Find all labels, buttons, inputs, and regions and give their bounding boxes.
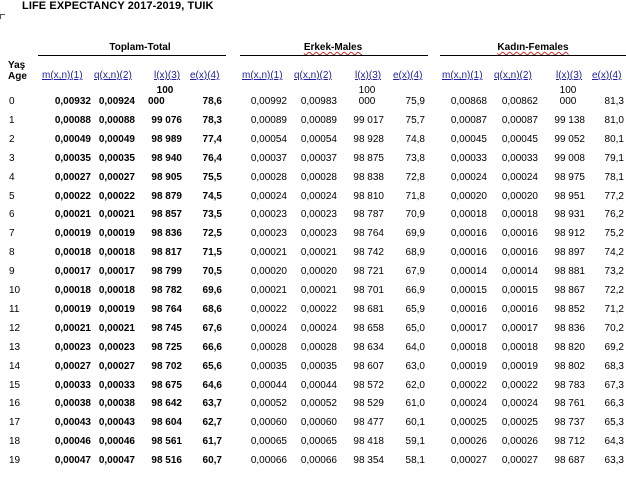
age-cell: 0 [9,96,15,107]
table-cell: 59,1 [405,436,425,448]
table-cell: 0,00018 [501,341,538,353]
table-cell: 0,00027 [54,360,91,372]
table-cell: 81,3 [604,96,624,107]
table-cell: 73,8 [405,152,425,164]
table-cell: 0,00018 [54,285,91,296]
table-cell: 99 076 [151,114,182,126]
table-cell: 0,00038 [54,398,91,410]
table-cell: 0,00060 [300,417,337,429]
age-cell: 13 [9,341,21,353]
table-cell: 0,00027 [54,171,91,183]
table-cell: 77,2 [604,190,624,202]
table-cell: 70,5 [202,266,222,278]
table-cell: 98 354 [353,455,384,467]
table-cell: 98 675 [151,379,182,391]
table-cell: 69,2 [604,341,624,353]
table-cell: 69,9 [405,228,425,240]
table-cell: 76,2 [604,209,624,221]
table-cell: 60,7 [202,455,222,467]
col-header-e: e(x)(4) [393,70,423,81]
table-cell: 0,00022 [450,379,487,391]
table-cell: 98 897 [554,247,585,259]
table-cell: 0,00052 [300,398,337,410]
table-cell: 98 529 [353,398,384,410]
table-cell: 0,00022 [98,190,135,202]
table-cell: 0,00022 [300,303,337,315]
table-cell: 98 607 [353,360,384,372]
table-cell: 0,00065 [300,436,337,448]
col-header-m: m(x,n)(1) [242,70,283,81]
table-cell: 98 802 [554,360,585,372]
table-cell: 98 681 [353,303,384,315]
table-cell: 0,00016 [450,247,487,259]
age-cell: 11 [9,303,20,315]
table-cell: 98 820 [554,341,585,353]
table-cell: 58,1 [405,455,425,467]
table-cell: 0,00021 [98,322,135,334]
table-cell: 98 852 [554,303,585,315]
table-cell: 0,00052 [250,398,287,410]
table-cell: 98 928 [353,133,384,145]
table-cell: 76,4 [202,152,222,164]
table-cell: 74,5 [202,190,222,202]
table-cell: 0,00035 [250,360,287,372]
table-cell: 0,00065 [250,436,287,448]
group-header-males: Erkek-Males [303,42,363,53]
table-cell: 98 721 [353,266,384,278]
table-cell: 0,00028 [300,341,337,353]
age-cell: 14 [9,360,21,372]
age-cell: 2 [9,133,15,145]
table-cell: 62,7 [202,417,222,429]
table-cell: 0,00868 [450,96,487,107]
table-cell: 0,00043 [98,417,135,429]
table-cell: 0,00024 [250,322,287,334]
table-cell: 64,0 [405,341,425,353]
table-cell: 65,0 [405,322,425,334]
table-cell: 0,00023 [250,228,287,240]
table-cell: 0,00027 [450,455,487,467]
table-cell: 0,00021 [250,285,287,296]
table-cell: 98 799 [151,266,182,278]
col-header-q: q(x,n)(2) [494,70,532,81]
table-cell: 0,00014 [450,266,487,278]
table-cell: 67,3 [604,379,624,391]
table-cell: 98 761 [554,398,585,410]
table-cell: 0,00018 [98,247,135,259]
table-cell: 79,1 [604,152,624,164]
table-cell: 77,4 [202,133,222,145]
table-cell: 0,00027 [98,171,135,183]
table-cell: 0,00033 [54,379,91,391]
table-cell: 0,00992 [250,96,287,107]
col-header-l: l(x)(3) [355,70,382,81]
table-cell: 0,00017 [450,322,487,334]
table-cell: 78,3 [202,114,222,126]
table-cell: 98 742 [353,247,384,259]
age-cell: 8 [9,247,15,259]
table-cell: 98 857 [151,209,182,221]
table-cell: 98 905 [151,171,182,183]
table-cell: 98 875 [353,152,384,164]
table-cell: 0,00024 [300,190,337,202]
table-cell: 0,00020 [501,190,538,202]
table-cell: 0,00033 [98,379,135,391]
table-cell: 66,3 [604,398,624,410]
table-cell: 71,2 [604,303,624,315]
table-cell: 0,00054 [300,133,337,145]
age-cell: 15 [9,379,21,391]
table-cell: 0,00087 [450,114,487,126]
table-cell: 0,00018 [450,341,487,353]
table-cell: 0,00020 [250,266,287,278]
table-cell: 68,9 [405,247,425,259]
table-cell: 98 642 [151,398,182,410]
l-value-part: 100 [559,85,577,96]
table-cell: 78,6 [202,96,222,107]
table-cell: 0,00021 [300,247,337,259]
table-cell: 63,0 [405,360,425,372]
table-cell: 99 138 [554,114,585,126]
table-cell: 99 052 [554,133,585,145]
age-cell: 12 [9,322,21,334]
table-cell: 65,3 [604,417,624,429]
table-cell: 62,0 [405,379,425,391]
cell-corner-marker [0,14,5,19]
table-cell: 98 879 [151,190,182,202]
table-cell: 0,00089 [250,114,287,126]
table-cell: 98 658 [353,322,384,334]
table-cell: 0,00066 [250,455,287,467]
table-cell: 70,9 [405,209,425,221]
table-cell: 98 836 [151,228,182,240]
table-cell: 73,5 [202,209,222,221]
table-cell: 0,00033 [501,152,538,164]
row-label-tr: Yaş [8,60,26,71]
table-cell: 0,00035 [54,152,91,164]
table-cell: 0,00049 [98,133,135,145]
table-cell: 0,00045 [501,133,538,145]
table-cell: 0,00983 [300,96,337,107]
table-cell: 63,7 [202,398,222,410]
table-cell: 60,1 [405,417,425,429]
table-cell: 71,5 [202,247,222,259]
table-cell: 0,00027 [98,360,135,372]
table-cell: 0,00023 [98,341,135,353]
table-cell: 67,9 [405,266,425,278]
table-cell: 68,3 [604,360,624,372]
table-cell: 98 725 [151,341,182,353]
table-cell: 98 712 [554,436,585,448]
age-cell: 1 [9,114,15,126]
table-cell: 0,00022 [54,190,91,202]
table-cell: 0,00088 [98,114,135,126]
table-cell: 0,00024 [501,171,538,183]
table-cell: 0,00862 [501,96,538,107]
table-cell: 64,6 [202,379,222,391]
table-cell: 0,00015 [450,285,487,296]
col-header-e: e(x)(4) [190,70,220,81]
table-cell: 99 017 [353,114,384,126]
table-cell: 98 687 [554,455,585,467]
table-cell: 65,9 [405,303,425,315]
col-header-q: q(x,n)(2) [294,70,332,81]
table-cell: 0,00018 [98,285,135,296]
table-cell: 0,00025 [501,417,538,429]
table-cell: 0,00087 [501,114,538,126]
table-cell: 0,00028 [250,171,287,183]
table-cell: 0,00047 [98,455,135,467]
table-cell: 0,00035 [98,152,135,164]
table-cell: 98 572 [353,379,384,391]
table-cell: 0,00035 [300,360,337,372]
table-cell: 0,00018 [54,247,91,259]
col-header-m: m(x,n)(1) [442,70,483,81]
page-title: LIFE EXPECTANCY 2017-2019, TUIK [22,0,214,12]
table-cell: 0,00020 [450,190,487,202]
table-cell: 0,00043 [54,417,91,429]
table-cell: 66,9 [405,285,425,296]
table-cell: 65,6 [202,360,222,372]
table-cell: 98 817 [151,247,182,259]
table-cell: 0,00924 [98,96,135,107]
table-cell: 98 931 [554,209,585,221]
table-cell: 0,00016 [501,303,538,315]
age-cell: 3 [9,152,15,164]
group-rule-females [440,55,626,56]
table-cell: 75,5 [202,171,222,183]
table-cell: 0,00023 [300,209,337,221]
table-cell: 0,00016 [501,247,538,259]
table-cell: 0,00026 [450,436,487,448]
table-cell: 66,6 [202,341,222,353]
table-cell: 74,2 [604,247,624,259]
table-cell: 98 701 [353,285,384,296]
table-cell: 0,00037 [250,152,287,164]
table-cell: 0,00016 [450,303,487,315]
table-cell: 0,00019 [501,360,538,372]
table-cell: 98 783 [554,379,585,391]
table-cell: 98 516 [151,455,182,467]
table-cell: 72,2 [604,285,624,296]
table-cell: 98 881 [554,266,585,278]
table-cell: 0,00033 [450,152,487,164]
table-cell: 98 737 [554,417,585,429]
group-header-females: Kadın-Females [497,42,569,53]
col-header-e: e(x)(4) [592,70,622,81]
table-cell: 98 764 [151,303,182,315]
group-header-total: Toplam-Total [109,42,171,53]
table-cell: 98 702 [151,360,182,372]
table-cell: 0,00023 [300,228,337,240]
table-cell: 73,2 [604,266,624,278]
col-header-l: l(x)(3) [556,70,583,81]
table-cell: 0,00022 [501,379,538,391]
table-cell: 0,00024 [450,171,487,183]
table-cell: 0,00047 [54,455,91,467]
table-cell: 0,00019 [450,360,487,372]
table-cell: 0,00019 [98,228,135,240]
group-rule-males [240,55,428,56]
table-cell: 0,00014 [501,266,538,278]
age-cell: 5 [9,190,15,202]
age-cell: 4 [9,171,15,183]
table-cell: 68,6 [202,303,222,315]
table-cell: 98 561 [151,436,182,448]
table-cell: 98 764 [353,228,384,240]
table-cell: 75,7 [405,114,425,126]
table-cell: 75,9 [405,96,425,107]
table-cell: 99 008 [554,152,585,164]
table-cell: 71,8 [405,190,425,202]
l-value-part: 000 [559,96,577,107]
table-cell: 0,00021 [98,209,135,221]
col-header-m: m(x,n)(1) [42,70,83,81]
table-cell: 98 787 [353,209,384,221]
table-cell: 0,00023 [250,209,287,221]
table-cell: 0,00044 [300,379,337,391]
table-cell: 72,8 [405,171,425,183]
table-cell: 98 810 [353,190,384,202]
table-cell: 0,00017 [98,266,135,278]
table-cell: 63,3 [604,455,624,467]
table-cell: 98 418 [353,436,384,448]
table-cell: 98 975 [554,171,585,183]
table-cell: 0,00027 [501,455,538,467]
table-cell: 0,00046 [54,436,91,448]
table-cell: 98 989 [151,133,182,145]
col-header-l: l(x)(3) [154,70,181,81]
table-cell: 0,00018 [501,209,538,221]
table-cell: 0,00015 [501,285,538,296]
table-cell: 98 940 [151,152,182,164]
table-cell: 64,3 [604,436,624,448]
l-value-part: 100 [156,85,174,96]
table-cell: 61,0 [405,398,425,410]
table-cell: 0,00024 [250,190,287,202]
table-cell: 0,00021 [300,285,337,296]
table-cell: 72,5 [202,228,222,240]
l-value-part: 000 [358,96,376,107]
table-cell: 0,00017 [54,266,91,278]
table-cell: 0,00037 [300,152,337,164]
table-cell: 69,6 [202,285,222,296]
table-cell: 0,00089 [300,114,337,126]
table-cell: 67,6 [202,322,222,334]
table-cell: 98 912 [554,228,585,240]
table-cell: 98 477 [353,417,384,429]
table-cell: 0,00088 [54,114,91,126]
age-cell: 10 [9,285,21,296]
age-cell: 7 [9,228,15,240]
table-cell: 80,1 [604,133,624,145]
col-header-q: q(x,n)(2) [94,70,132,81]
table-cell: 0,00021 [54,209,91,221]
table-cell: 98 745 [151,322,182,334]
table-cell: 0,00054 [250,133,287,145]
table-cell: 0,00028 [250,341,287,353]
table-cell: 0,00019 [98,303,135,315]
age-cell: 6 [9,209,15,221]
table-cell: 98 867 [554,285,585,296]
age-cell: 16 [9,398,21,410]
table-cell: 0,00021 [54,322,91,334]
table-cell: 98 951 [554,190,585,202]
table-cell: 0,00932 [54,96,91,107]
table-cell: 0,00021 [250,247,287,259]
table-cell: 0,00060 [250,417,287,429]
age-cell: 17 [9,417,21,429]
table-cell: 78,1 [604,171,624,183]
table-cell: 0,00045 [450,133,487,145]
age-cell: 19 [9,455,21,467]
table-cell: 0,00025 [450,417,487,429]
table-cell: 74,8 [405,133,425,145]
table-cell: 0,00024 [300,322,337,334]
l-value-part: 100 [358,85,376,96]
table-cell: 98 838 [353,171,384,183]
group-rule-total [38,55,226,56]
table-cell: 0,00044 [250,379,287,391]
row-label-en: Age [8,71,27,82]
table-cell: 0,00022 [250,303,287,315]
table-cell: 61,7 [202,436,222,448]
table-cell: 0,00024 [501,398,538,410]
table-cell: 0,00016 [501,228,538,240]
table-cell: 0,00046 [98,436,135,448]
table-cell: 70,2 [604,322,624,334]
table-cell: 75,2 [604,228,624,240]
table-cell: 0,00020 [300,266,337,278]
l-value-part: 000 [148,96,165,107]
table-cell: 0,00049 [54,133,91,145]
age-cell: 18 [9,436,21,448]
table-cell: 0,00024 [450,398,487,410]
table-cell: 98 782 [151,285,182,296]
table-cell: 0,00017 [501,322,538,334]
table-cell: 0,00016 [450,228,487,240]
table-cell: 0,00019 [54,303,91,315]
table-cell: 0,00018 [450,209,487,221]
table-cell: 0,00038 [98,398,135,410]
table-cell: 98 604 [151,417,182,429]
age-cell: 9 [9,266,15,278]
table-cell: 0,00023 [54,341,91,353]
table-cell: 0,00026 [501,436,538,448]
table-cell: 0,00019 [54,228,91,240]
table-cell: 0,00028 [300,171,337,183]
table-cell: 98 836 [554,322,585,334]
table-cell: 98 634 [353,341,384,353]
table-cell: 0,00066 [300,455,337,467]
table-cell: 81,0 [604,114,624,126]
